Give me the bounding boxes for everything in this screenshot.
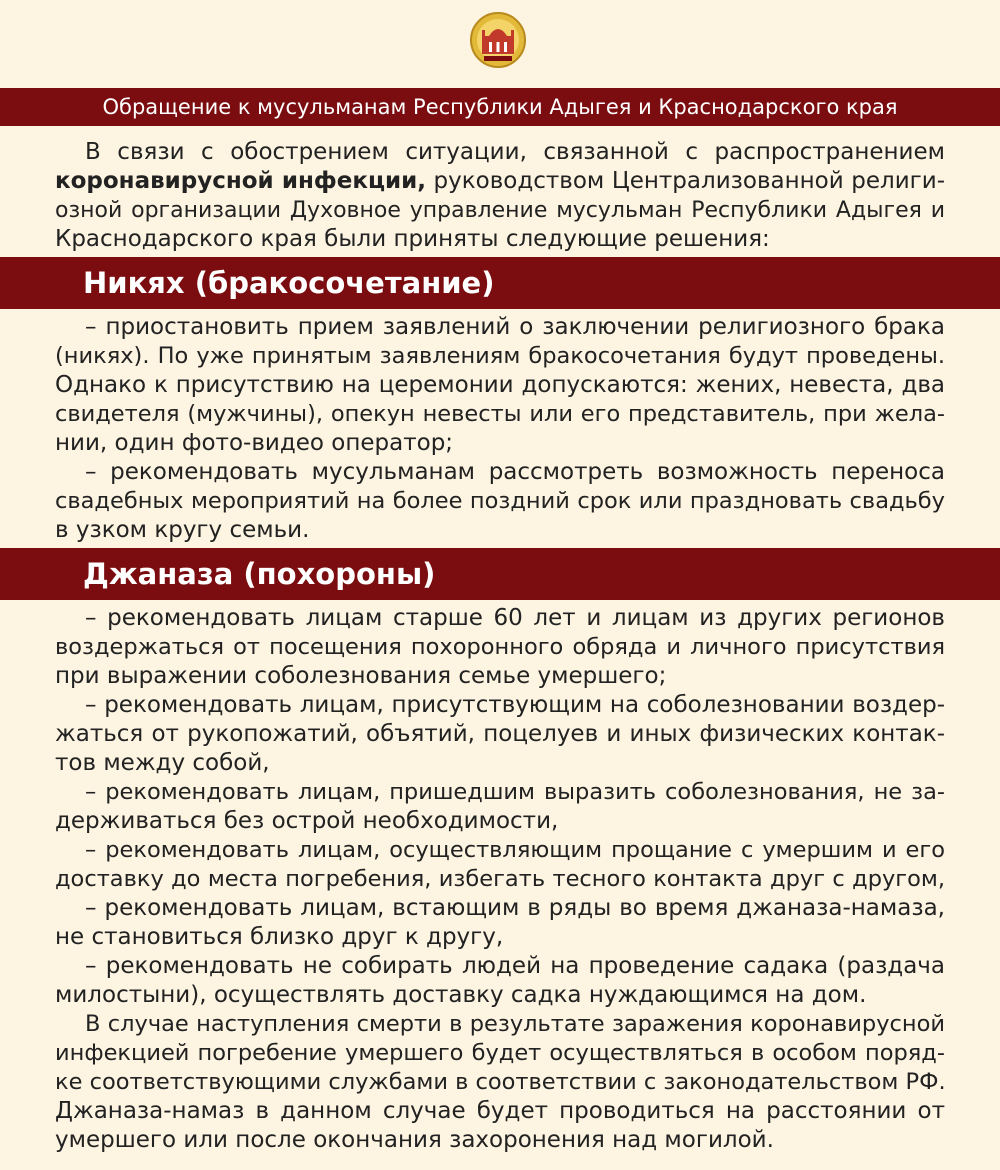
janaza-line: тов между собой, [55, 750, 270, 776]
intro-bold-phrase: коронавирусной инфекции, [55, 168, 426, 194]
section-title: Джаназа (похороны) [83, 557, 436, 591]
intro-line [55, 167, 945, 196]
section-title: Никях (бракосочетание) [83, 266, 495, 300]
janaza-line: воздержаться от посещения похоронного обряда и личного присутствия [55, 634, 945, 660]
nikah-line: свадебных мероприятий на более поздний срок или праздновать свадьбу [55, 488, 945, 514]
intro-line: Краснодарского края были приняты следующие решения: [55, 226, 770, 252]
janaza-line: ке соответствующими службами в соответствии с законодательством РФ. [55, 1069, 946, 1095]
intro-paragraph [55, 138, 945, 254]
mosque-emblem-icon [470, 10, 526, 70]
nikah-line: (никях). По уже принятым заявлениям бракосочетания будут проведены. [55, 343, 945, 369]
nikah-paragraph [55, 313, 945, 545]
janaza-line: доставку до места погребения, избегать тесного контакта друг с другом, [55, 866, 945, 892]
nikah-line: нии, один фото-видео оператор; [55, 430, 454, 456]
janaza-line: жаться от рукопожатий, объятий, поцелуев и иных физических контак- [55, 721, 945, 747]
janaza-line: милостыни), осуществлять доставку садка нуждающимся на дом. [55, 982, 867, 1008]
janaza-line: – рекомендовать лицам, осуществляющим прощание с умершим и его [85, 837, 945, 863]
janaza-line: инфекцией погребение умершего будет осуществляться в особом поряд- [55, 1040, 945, 1066]
janaza-line: Джаназа-намаз в данном случае будет проводиться на расстоянии от [55, 1098, 945, 1124]
janaza-line: умершего или после окончания захоронения над могилой. [55, 1127, 774, 1153]
section-heading-janaza [0, 548, 1000, 600]
janaza-line: – рекомендовать лицам, встающим в ряды во время джаназа-намаза, [85, 895, 945, 921]
janaza-line: при выражении соболезнования семье умершего; [55, 663, 667, 689]
janaza-paragraph [55, 604, 945, 1155]
janaza-line: – рекомендовать лицам, присутствующим на соболезновании воздер- [85, 692, 945, 718]
nikah-line: – приостановить прием заявлений о заключении религиозного брака [85, 314, 945, 340]
nikah-line: Однако к присутствию на церемонии допускаются: жених, невеста, два [55, 372, 945, 398]
intro-line: В связи с обострением ситуации, связанной с распространением [85, 139, 945, 165]
janaza-line: – рекомендовать лицам, пришедшим выразить соболезнования, не за- [85, 779, 945, 805]
janaza-line: – рекомендовать лицам старше 60 лет и лицам из других регионов [85, 605, 945, 631]
nikah-line: свидетеля (мужчины), опекун невесты или его представитель, при жела- [55, 401, 945, 427]
janaza-line: В случае наступления смерти в результате заражения коронавирусной [85, 1011, 945, 1037]
header-banner [0, 88, 1000, 126]
janaza-line: держиваться без острой необходимости, [55, 808, 559, 834]
janaza-line: – рекомендовать не собирать людей на проведение садака (раздача [85, 953, 945, 979]
nikah-line: – рекомендовать мусульманам рассмотреть возможность переноса [85, 459, 945, 485]
intro-line: озной организации Духовное управление мусульман Республики Адыгея и [55, 198, 945, 223]
nikah-line: в узком кругу семьи. [55, 517, 310, 543]
intro-line-rest: руководством Централизованной религи- [425, 168, 945, 194]
section-heading-nikah [0, 257, 1000, 309]
page-title: Обращение к мусульманам Республики Адыгея и Краснодарского края [102, 95, 898, 119]
janaza-line: не становиться близко друг к другу, [55, 924, 504, 950]
